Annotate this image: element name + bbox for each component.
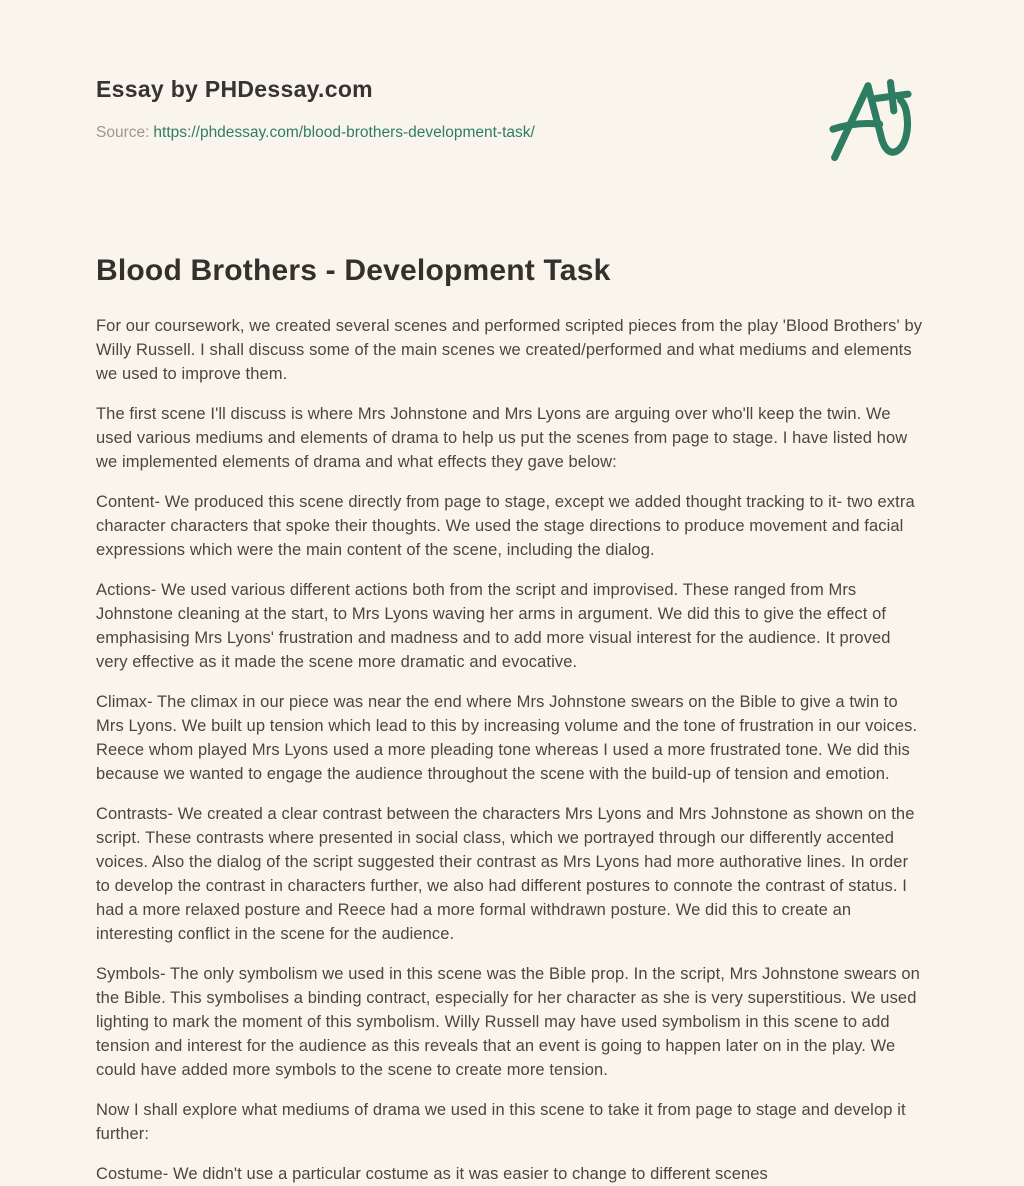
- paragraph-costume: Costume- We didn't use a particular costume as it was easier to change to different scenes: [96, 1164, 768, 1183]
- a-plus-logo-icon: [818, 70, 918, 170]
- paragraph-mediums-intro: Now I shall explore what mediums of drama we used in this scene to take it from page to stage and develop it further:: [96, 1100, 906, 1143]
- byline: Essay by PHDessay.com: [96, 76, 373, 102]
- paragraph-symbols: Symbols- The only symbolism we used in this scene was the Bible prop. In the script, Mrs Johnstone swears on the Bible. This symbolises a binding contract, especially for her character as she is very superstitious. We used lighting to mark the moment of this symbolism. Willy Russell may have used symbolism in this scene to add tension and interest for the audience as this reveals that an event is going to happen later on in the play. We could have added more symbols to the scene to create more tension.: [96, 964, 920, 1079]
- paragraph-content: Content- We produced this scene directly from page to stage, except we added thought tracking to it- two extra character characters that spoke their thoughts. We used the stage directions to produce movement and facial expressions which were the main content of the scene, including the dialog.: [96, 492, 915, 559]
- paragraph-contrasts: Contrasts- We created a clear contrast between the characters Mrs Lyons and Mrs Johnstone as shown on the script. These contrasts where presented in social class, which we portrayed through our differently accented voices. Also the dialog of the script suggested their contrast as Mrs Lyons had more authorative lines. In order to develop the contrast in characters further, we also had different postures to connote the contrast of status. I had a more relaxed posture and Reece had a more formal withdrawn posture. We did this to create an interesting conflict in the scene for the audience.: [96, 804, 915, 943]
- paragraph-intro: For our coursework, we created several scenes and performed scripted pieces from the play 'Blood Brothers' by Willy Russell. I shall discuss some of the main scenes we created/performed and what mediums and elements we used to improve them.: [96, 316, 923, 383]
- source-line: [96, 124, 535, 143]
- paragraph-first-scene: The first scene I'll discuss is where Mrs Johnstone and Mrs Lyons are arguing over who'll keep the twin. We used various mediums and elements of drama to help us put the scenes from page to stage. I have listed how we implemented elements of drama and what effects they gave below:: [96, 404, 908, 471]
- paragraph-climax: Climax- The climax in our piece was near the end where Mrs Johnstone swears on the Bible to give a twin to Mrs Lyons. We built up tension which lead to this by increasing volume and the tone of frustration in our voices. Reece whom played Mrs Lyons used a more pleading tone whereas I used a more frustrated tone. We did this because we wanted to engage the audience throughout the scene with the build-up of tension and emotion.: [96, 692, 918, 783]
- phdessay-logo: [818, 70, 918, 170]
- essay-title: Blood Brothers - Development Task: [96, 254, 611, 287]
- essay-main: [96, 254, 924, 1186]
- source-url-link[interactable]: https://phdessay.com/blood-brothers-development-task/: [153, 123, 535, 141]
- paragraph-actions: Actions- We used various different actions both from the script and improvised. These ranged from Mrs Johnstone cleaning at the start, to Mrs Lyons waving her arms in argument. We did this to give the effect of emphasising Mrs Lyons' frustration and madness and to add more visual interest for the audience. It proved very effective as it made the scene more dramatic and evocative.: [96, 580, 891, 671]
- header-text-block: [96, 76, 535, 142]
- essay-body: [96, 314, 924, 1186]
- source-label: Source:: [96, 123, 150, 141]
- page-header: [96, 76, 924, 170]
